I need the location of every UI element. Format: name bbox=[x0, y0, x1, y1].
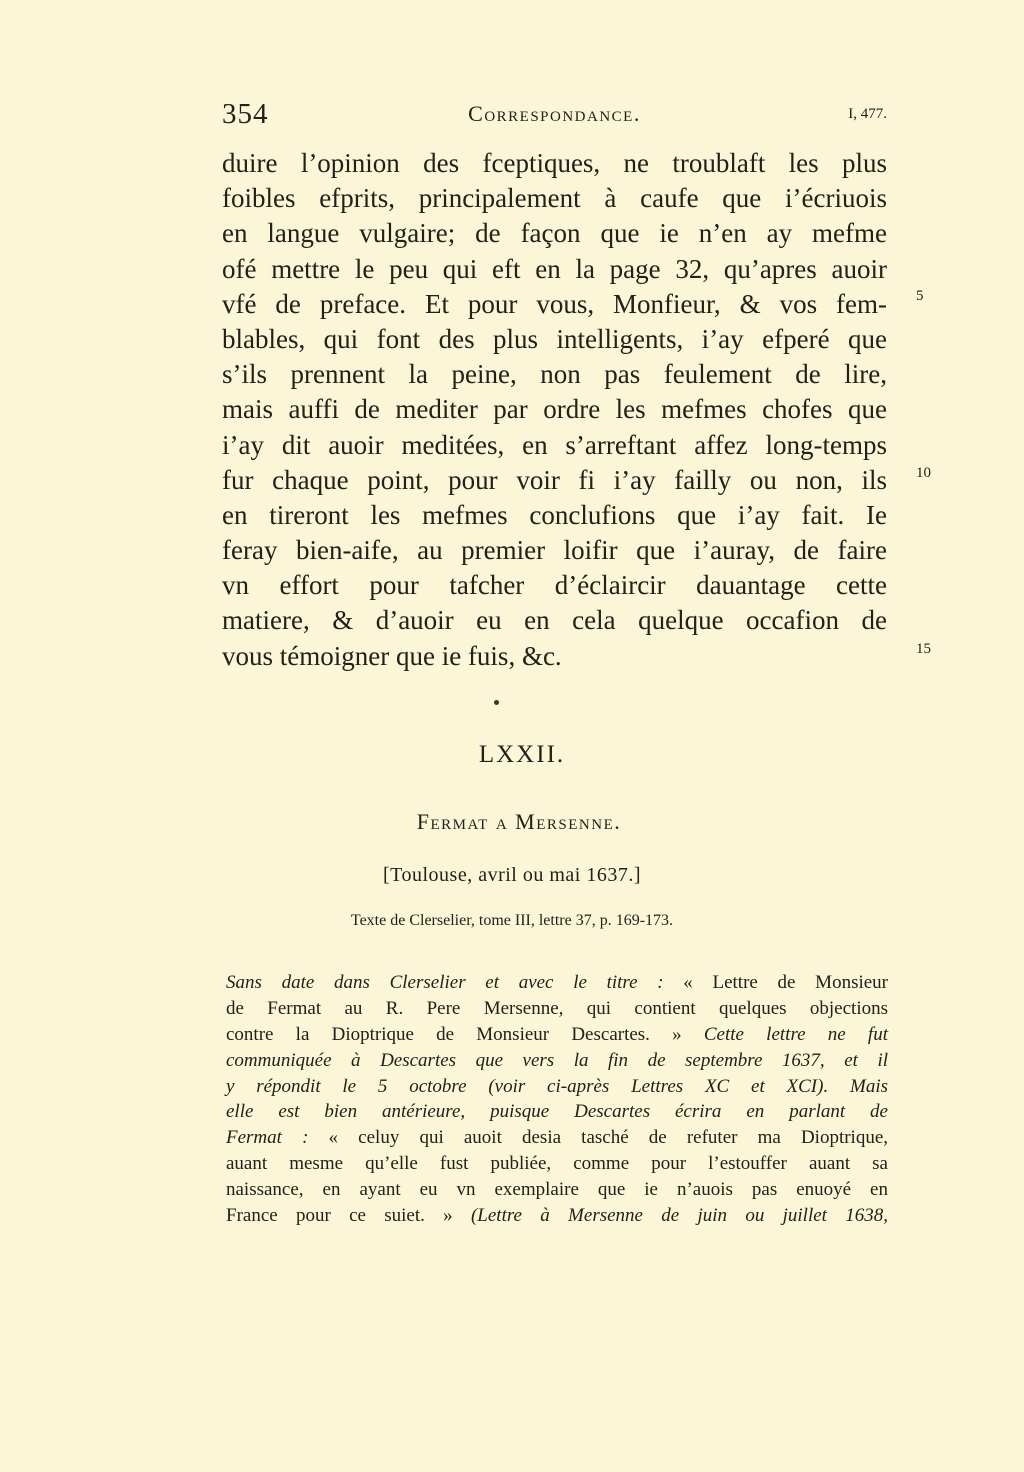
text-line: en tireront les mefmes conclufions que i’ay fait. Ie bbox=[222, 499, 887, 530]
text-line: foibles efprits, principalement à caufe que i’écriuois bbox=[222, 183, 887, 214]
page-header bbox=[222, 98, 887, 134]
line-number-15: 15 bbox=[916, 641, 931, 657]
main-text-block bbox=[222, 146, 887, 674]
note-line bbox=[226, 1074, 888, 1100]
note-text: de Fermat au R. Pere Mersenne, qui contient quelques objections bbox=[226, 997, 888, 1019]
note-italic: Fermat : bbox=[226, 1127, 309, 1149]
note-text: « Lettre de Monsieur bbox=[663, 972, 889, 993]
text-line: matiere, & d’auoir eu en cela quelque occafion de bbox=[222, 605, 887, 636]
text-line: s’ils prennent la peine, non pas feulement de lire, bbox=[222, 359, 887, 390]
note-line bbox=[226, 1099, 888, 1125]
note-italic: Sans date dans Clerselier et avec le titre : bbox=[226, 972, 664, 993]
note-line bbox=[226, 1022, 888, 1048]
text-line: fur chaque point, pour voir fi i’ay failly ou non, ils bbox=[222, 464, 887, 495]
text-line: i’ay dit auoir meditées, en s’arreftant affez long-temps bbox=[222, 429, 887, 460]
text-line: duire l’opinion des fceptiques, ne troublaft les plus bbox=[222, 148, 887, 178]
note-italic: y répondit le 5 octobre (voir ci-après Lettres XC et XCI). Mais bbox=[226, 1075, 888, 1097]
note-line bbox=[226, 1151, 888, 1177]
note-italic: communiquée à Descartes que vers la fin de septembre 1637, et il bbox=[226, 1049, 888, 1071]
letter-title: Fermat a Mersenne. bbox=[416, 809, 622, 834]
running-title: Correspondance. bbox=[468, 101, 641, 126]
note-text: « celuy qui auoit desia tasché de refuter ma Dioptrique, bbox=[308, 1127, 889, 1149]
note-italic: Cette lettre ne fut bbox=[703, 1023, 888, 1045]
note-text: naissance, en ayant eu vn exemplaire que ie n’auois pas enuoyé en bbox=[226, 1179, 888, 1201]
letter-date: [Toulouse, avril ou mai 1637.] bbox=[383, 864, 641, 886]
line-number-10: 10 bbox=[916, 465, 931, 481]
text-line: feray bien-aife, au premier loifir que i’auray, de faire bbox=[222, 535, 887, 566]
page-number: 354 bbox=[222, 98, 269, 130]
line-number-5: 5 bbox=[916, 288, 924, 304]
note-line bbox=[226, 1177, 888, 1203]
text-line: vn effort pour tafcher d’éclaircir dauantage cette bbox=[222, 570, 887, 601]
note-line bbox=[226, 970, 888, 996]
text-line: vfé de preface. Et pour vous, Monfieur, & vos fem- bbox=[222, 288, 887, 319]
separator-dot bbox=[494, 700, 499, 705]
letter-number: LXXII. bbox=[478, 741, 566, 768]
text-line: blables, qui font des plus intelligents, i’ay efperé que bbox=[222, 323, 887, 354]
note-line bbox=[226, 1125, 888, 1151]
text-line: mais auffi de mediter par ordre les mefmes chofes que bbox=[222, 394, 887, 425]
note-line bbox=[226, 1048, 888, 1074]
note-italic: (Lettre à Mersenne de juin ou juillet 1638, bbox=[470, 1205, 888, 1227]
edition-page-reference: I, 477. bbox=[848, 106, 887, 122]
note-line bbox=[226, 1203, 888, 1229]
note-line bbox=[226, 996, 888, 1022]
text-line: vous témoigner que ie fuis, &c. bbox=[222, 640, 562, 671]
text-line: ofé mettre le peu qui eft en la page 32, qu’apres auoir bbox=[222, 253, 887, 284]
note-italic: elle est bien antérieure, puisque Descartes écrira en parlant de bbox=[226, 1101, 888, 1123]
letter-source: Texte de Clerselier, tome III, lettre 37, p. 169-173. bbox=[350, 912, 674, 929]
note-text: contre la Dioptrique de Monsieur Descartes. » bbox=[226, 1023, 704, 1045]
note-text: auant mesme qu’elle fust publiée, comme pour l’estouffer auant sa bbox=[226, 1153, 888, 1175]
text-line: en langue vulgaire; de façon que ie n’en ay mefme bbox=[222, 218, 887, 249]
editorial-note bbox=[226, 970, 888, 1229]
note-text: France pour ce suiet. » bbox=[226, 1205, 471, 1227]
